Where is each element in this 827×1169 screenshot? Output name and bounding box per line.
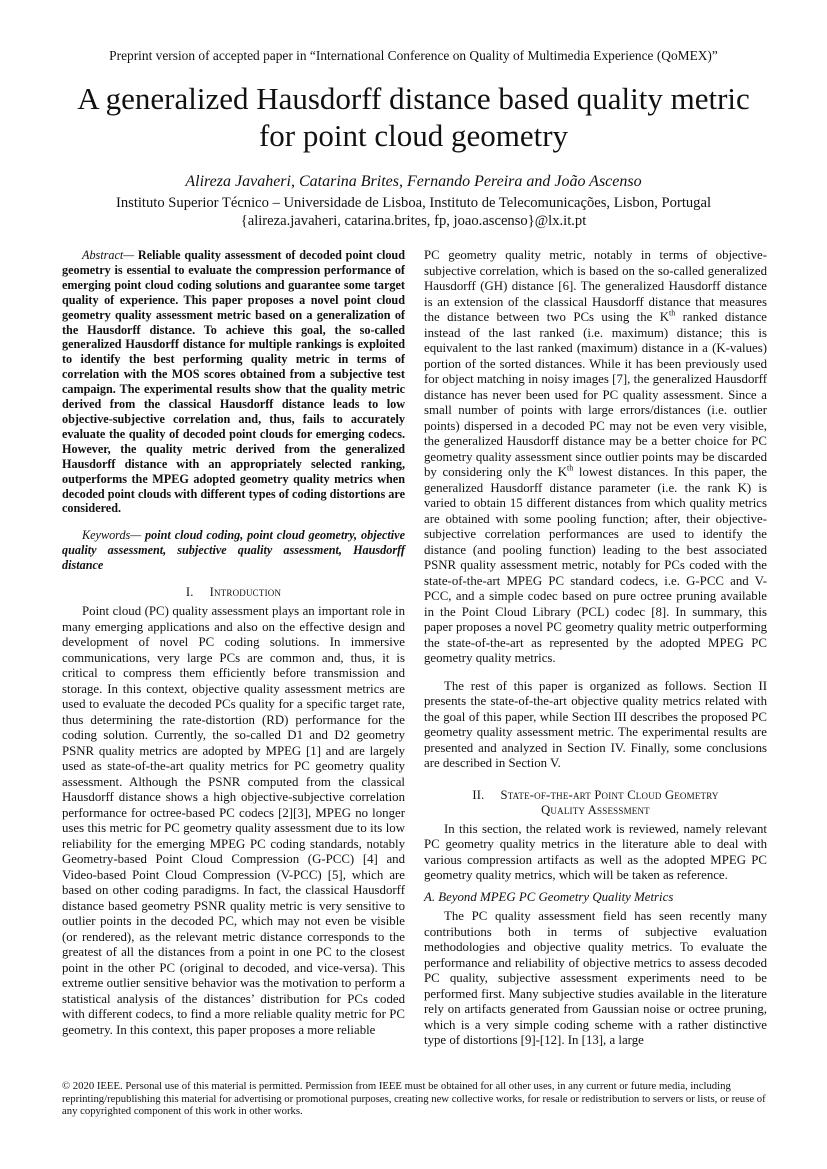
section-number: II. [472,787,485,802]
text-run: lowest distances. In this paper, the generalized Hausdorff distance parameter (i.e. the rank K) is varied to obtain 15 different distances from which quality metrics are obtained with some pooling function; after, their objective-subjective correlation performances are used to identify the distance (and pooling function) leading to the best associated PSNR quality assessment metric, notably for PCs coded with the state-of-the-art MPEG PC standard codecs, i.e. G-PCC and V-PCC, and a simple codec based on pure octree pruning available in the Point Cloud Library (PCL) codec [8]. In summary, this paper proposes a novel PC geometry quality metric outperforming the state-of-the-art as represented by the adopted MPEG PC geometry quality metrics. [424,465,767,665]
section-title-line2: Quality Assessment [541,802,650,817]
paragraph: The PC quality assessment field has seen recently many contributions both in terms of subjective evaluation methodologies and objective quality metrics. To evaluate the performance and reliability of objective metrics to assess decoded PC quality, subjective assessment experiments need to be performed first. Many subjective studies available in the literature rely on artifacts generated from Gaussian noise or octree pruning, which is a very simple coding scheme with a rather distinctive type of distortions [9]-[12]. In [13], a large [424,909,767,1047]
affiliation-block [0,194,827,230]
abstract-text: Reliable quality assessment of decoded point cloud geometry is essential to evaluate the compression performance of emerging point cloud coding solutions and guarantee some target quality of experience. This paper proposes a novel point cloud geometry quality assessment metric based on a generalization of the Hausdorff distance. To achieve this goal, the so-called generalized Hausdorff distance for multiple rankings is exploited to identify the best performing quality metric in terms of correlation with the MOS scores obtained from a subjective test campaign. The experimental results show that the quality metric derived from the classical Hausdorff distance leads to low objective-subjective correlation and, thus, fails to accurately evaluate the quality of decoded point clouds for emerging codecs. However, the quality metric derived from the generalized Hausdorff distance with an appropriately selected ranking, outperforms the MPEG adopted geometry quality metrics when decoded point clouds with different types of coding distortions are considered. [62,248,405,516]
abstract-lead: Abstract— [82,248,135,262]
paragraph: The rest of this paper is organized as follows. Section II presents the state-of-the-art objective quality metrics related with the goal of this paper, while Section III describes the proposed PC geometry quality assessment metric. The experimental results are presented and analyzed in Section IV. Finally, some conclusions are described in Section V. [424,678,767,770]
section-title-line1: State-of-the-art Point Cloud Geometry [500,787,719,802]
section-title: Introduction [209,585,282,600]
paragraph-continuation [424,248,767,667]
author-emails: {alireza.javaheri, catarina.brites, fp, joao.ascenso}@lx.it.pt [240,213,587,229]
right-column [424,248,767,1049]
keywords-text: point cloud coding, point cloud geometry, objective quality assessment, subjective quality assessment, Hausdorff distance [62,528,405,573]
copyright-footer: © 2020 IEEE. Personal use of this material is permitted. Permission from IEEE must be obtained for all other uses, in any current or future media, including reprinting/republishing this material for advertising or promotional purposes, creating new collective works, for resale or redistribution to servers or lists, or reuse of any copyrighted component of this work in other works. [62,1080,766,1117]
preprint-notice: Preprint version of accepted paper in “International Conference on Quality of Multimedia Experience (QoMEX)” [109,48,718,63]
text-run: ranked distance instead of the last ranked (i.e. maximum) distance; this is equivalent to the last ranked (maximum) distance in a (K-values) portion of the sorted distances. While it has been previously used for object matching in noisy images [7], the generalized Hausdorff distance has never been used for PC quality assessment. Since a small number of points with large errors/distances (i.e. outlier points) dispersed in a decoded PC may not be even very visible, the generalized Hausdorff distance may be a better choice for PC geometry quality assessment since outlier points may be discarded by considering only the K [424,310,767,479]
superscript: th [567,463,574,473]
section-number: I. [185,585,194,600]
paper-title: A generalized Hausdorff distance based quality metric for point cloud geometry [77,81,750,153]
abstract [62,248,405,516]
paragraph: Point cloud (PC) quality assessment plays an important role in many emerging applications and also on the effective design and development of novel PC coding solutions. In immersive communications, very large PCs are common and, thus, it is critical to compress them efficiently before transmission and storage. In this context, objective quality assessment metrics are used to evaluate the decoded PCs quality for a specific target rate, thus determining the rate-distortion (RD) performance for the coding solution. Currently, the so-called D1 and D2 geometry PSNR quality metrics are adopted by MPEG [1] and are largely used as state-of-the-art quality metrics for PC geometry quality assessment. Although the PSNR computed from the classical Hausdorff distance shows a high objective-subjective correlation performance for octree-based PC codecs [2][3], MPEG no longer uses this metric for PC geometry quality assessment due to its low reliability for the emerging MPEG PC coding standards, notably Geometry-based Point Cloud Compression (G-PCC) [4] and Video-based Point Cloud Compression (V-PCC) [5], which are based on other coding paradigms. In fact, the classical Hausdorff distance based geometry PSNR quality metric is very sensitive to outlier points in the decoded PC, which may not even be visible (or rendered), as the relevant metric distance corresponds to the greatest of all the distances from a point in one PC to the closest point in the other PC (original to decoded, and vice-versa). This extreme outlier sensitive behavior was the motivation to perform a statistical analysis of the distances’ distribution for PCs coded with different codecs, to find a more reliable quality metric for PC geometry. In this context, this paper proposes a more reliable [62,604,405,1037]
affiliation: Instituto Superior Técnico – Universidade de Lisboa, Instituto de Telecomunicações, Lisbon, Portugal [115,195,712,211]
author-list: Alireza Javaheri, Catarina Brites, Fernando Pereira and João Ascenso [185,173,642,190]
section-heading-introduction [62,585,405,600]
subsection-heading: A. Beyond MPEG PC Geometry Quality Metrics [424,889,674,904]
keywords [62,528,405,573]
section-heading-state-of-the-art [424,788,767,818]
left-column [62,248,405,1038]
paragraph: In this section, the related work is reviewed, namely relevant PC geometry quality metrics in the literature able to deal with various compression artifacts as well as the adopted MPEG PC geometry quality metrics, which will be taken as reference. [424,821,767,882]
keywords-lead: Keywords— [82,528,142,543]
text-run: PC geometry quality metric, notably in terms of objective-subjective correlation, which is based on the so-called generalized Hausdorff (GH) distance [6]. The generalized Hausdorff distance is an extension of the classical Hausdorff distance that measures the distance between two PCs using the K [424,248,767,324]
superscript: th [668,308,676,318]
